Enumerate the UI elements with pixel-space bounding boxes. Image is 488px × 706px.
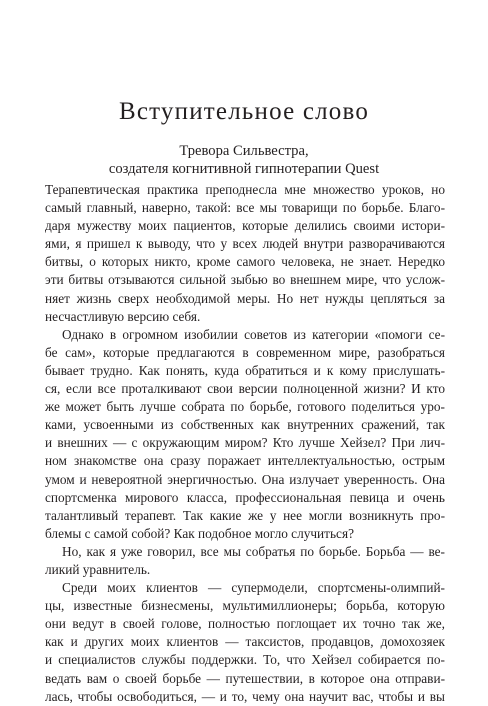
text-line: лась, чтобы освободиться, — и то, чему она научит вас, чтобы и вы bbox=[45, 688, 445, 704]
paragraph bbox=[45, 543, 445, 579]
text-line: Среди моих клиентов — супермодели, спортсмены-олимпий- bbox=[62, 580, 445, 596]
text-line: Терапевтическая практика преподнесла мне множество уроков, но bbox=[45, 182, 445, 197]
text-line: бе сам», которые предлагаются в современном мире, разобраться bbox=[45, 344, 445, 360]
text-line: как и других моих клиентов — таксистов, продавцов, домохозяек bbox=[45, 634, 445, 650]
text-line: Однако в огромном изобилии советов из категории «помоги се- bbox=[62, 326, 445, 342]
text-line: бывает трудно. Как понять, куда обратиться и к кому прислушать- bbox=[45, 362, 445, 378]
text-line: несчастливую версию себя. bbox=[45, 308, 201, 324]
paragraph bbox=[45, 326, 445, 543]
chapter-subtitle bbox=[0, 142, 488, 178]
chapter-title: Вступительное слово bbox=[118, 98, 370, 125]
subtitle-line: создателя когнитивной гипнотерапии Quest bbox=[108, 161, 380, 177]
text-line: и специалистов службы поддержки. То, что Хейзел собирается по- bbox=[45, 652, 445, 668]
text-line: талантливый терапевт. Так какие же у нее могли возникнуть про- bbox=[45, 507, 445, 523]
paragraph bbox=[45, 579, 445, 706]
text-line: ном знакомстве она сразу поражает интеллектуальностью, острым bbox=[45, 453, 445, 469]
text-line: Но, как я уже говорил, все мы собратья по борьбе. Борьба — ве- bbox=[62, 543, 445, 559]
text-line: умом и невероятной энергичностью. Она излучает уверенность. Она bbox=[45, 471, 445, 487]
text-line: ками, усвоенными из собственных как внутренних сражений, так bbox=[45, 417, 445, 433]
text-line: ся, если все проталкивают свои версии полноценной жизни? И кто bbox=[45, 381, 445, 397]
text-line: ведать вам о своей борьбе — путешествии, в которое она отправи- bbox=[45, 670, 445, 686]
text-line: они ведут в своей голове, полностью поглощает их точно так же, bbox=[45, 616, 445, 632]
text-line: даря мужеству моих пациентов, которые делились своими истори- bbox=[45, 218, 445, 234]
text-line: цы, известные бизнесмены, мультимиллионеры; борьба, которую bbox=[45, 598, 445, 614]
text-line: няет жизнь сверх необходимой меры. Но нет нужды цепляться за bbox=[45, 290, 445, 306]
text-line: блемы с самой собой? Как подобное могло случиться? bbox=[45, 525, 354, 541]
text-line: и внешних — с окружающим миром? Кто лучше Хейзел? При лич- bbox=[45, 435, 445, 451]
text-line: же может быть лучше собрата по борьбе, готового поделиться уро- bbox=[45, 399, 445, 415]
body-text bbox=[45, 181, 445, 706]
text-line: битвы, о которых никто, кроме самого человека, не знает. Нередко bbox=[45, 254, 445, 270]
text-line: спортсменка мирового класса, профессиональная певица и очень bbox=[45, 489, 445, 505]
subtitle-line: Тревора Сильвестра, bbox=[179, 143, 309, 159]
text-line: эти битвы отзываются сильной зыбью во внешнем мире, что услож- bbox=[45, 272, 445, 288]
text-line: самый главный, наверно, такой: все мы товарищи по борьбе. Благо- bbox=[45, 200, 445, 216]
text-line: ями, я пришел к выводу, что у всех людей внутри разворачиваются bbox=[45, 236, 445, 252]
text-line: ликий уравнитель. bbox=[45, 561, 151, 577]
paragraph bbox=[45, 181, 445, 326]
